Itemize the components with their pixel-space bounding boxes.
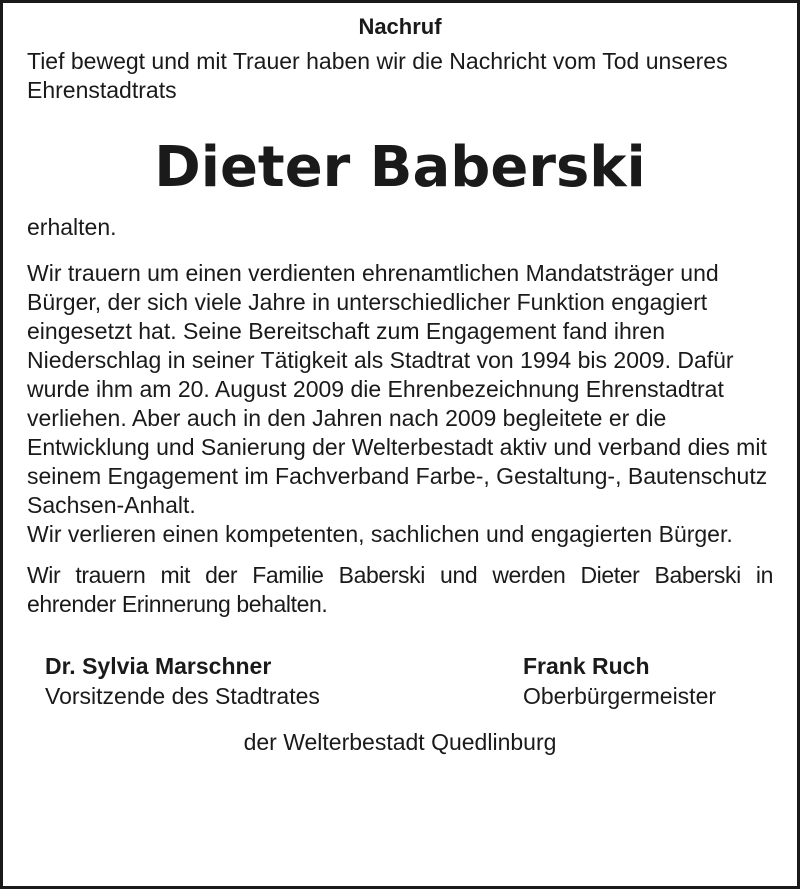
paragraph-closing: Wir trauern mit der Familie Baberski und werden Dieter Baberski in ehrender Erinnerung behalten. (27, 562, 773, 617)
signatory-name: Frank Ruch (523, 653, 650, 679)
paragraph-main: Wir trauern um einen verdienten ehrenamtlichen Mandatsträger und Bürger, der sich viele Jahre in unterschiedlicher Funktion engagiert eingesetzt hat. Seine Bereitschaft zum Engagement fand ihren Niederschlag in seiner Tätigkeit als Stadtrat von 1994 bis 2009. Dafür wurde ihm am 20. August 2009 die Ehrenbezeichnung Ehrenstadtrat verliehen. Aber auch in den Jahren nach 2009 begleitete er die Entwicklung und Sanierung der Welterbestadt aktiv und verband dies mit seinem Engagement im Fachverband Farbe-, Gestaltung-, Bautenschutz Sachsen-Anhalt. (27, 260, 768, 518)
signatory-title: Vorsitzende des Stadtrates (45, 683, 320, 709)
erhalten-text: erhalten. (27, 214, 117, 240)
main-body (27, 259, 773, 549)
intro-text: Tief bewegt und mit Trauer haben wir die Nachricht vom Tod unseres Ehrenstadtrats (27, 48, 728, 103)
signatory-right (523, 651, 773, 711)
notice-heading: Nachruf (358, 14, 442, 39)
signatory-left (45, 651, 320, 711)
footer-organization: der Welterbestadt Quedlinburg (243, 729, 557, 755)
signatory-name: Dr. Sylvia Marschner (45, 653, 272, 679)
deceased-name: Dieter Baberski (154, 135, 646, 200)
signatory-title: Oberbürgermeister (523, 683, 717, 709)
signature-block (27, 651, 773, 711)
paragraph-loss: Wir verlieren einen kompetenten, sachlichen und engagierten Bürger. (27, 521, 733, 547)
